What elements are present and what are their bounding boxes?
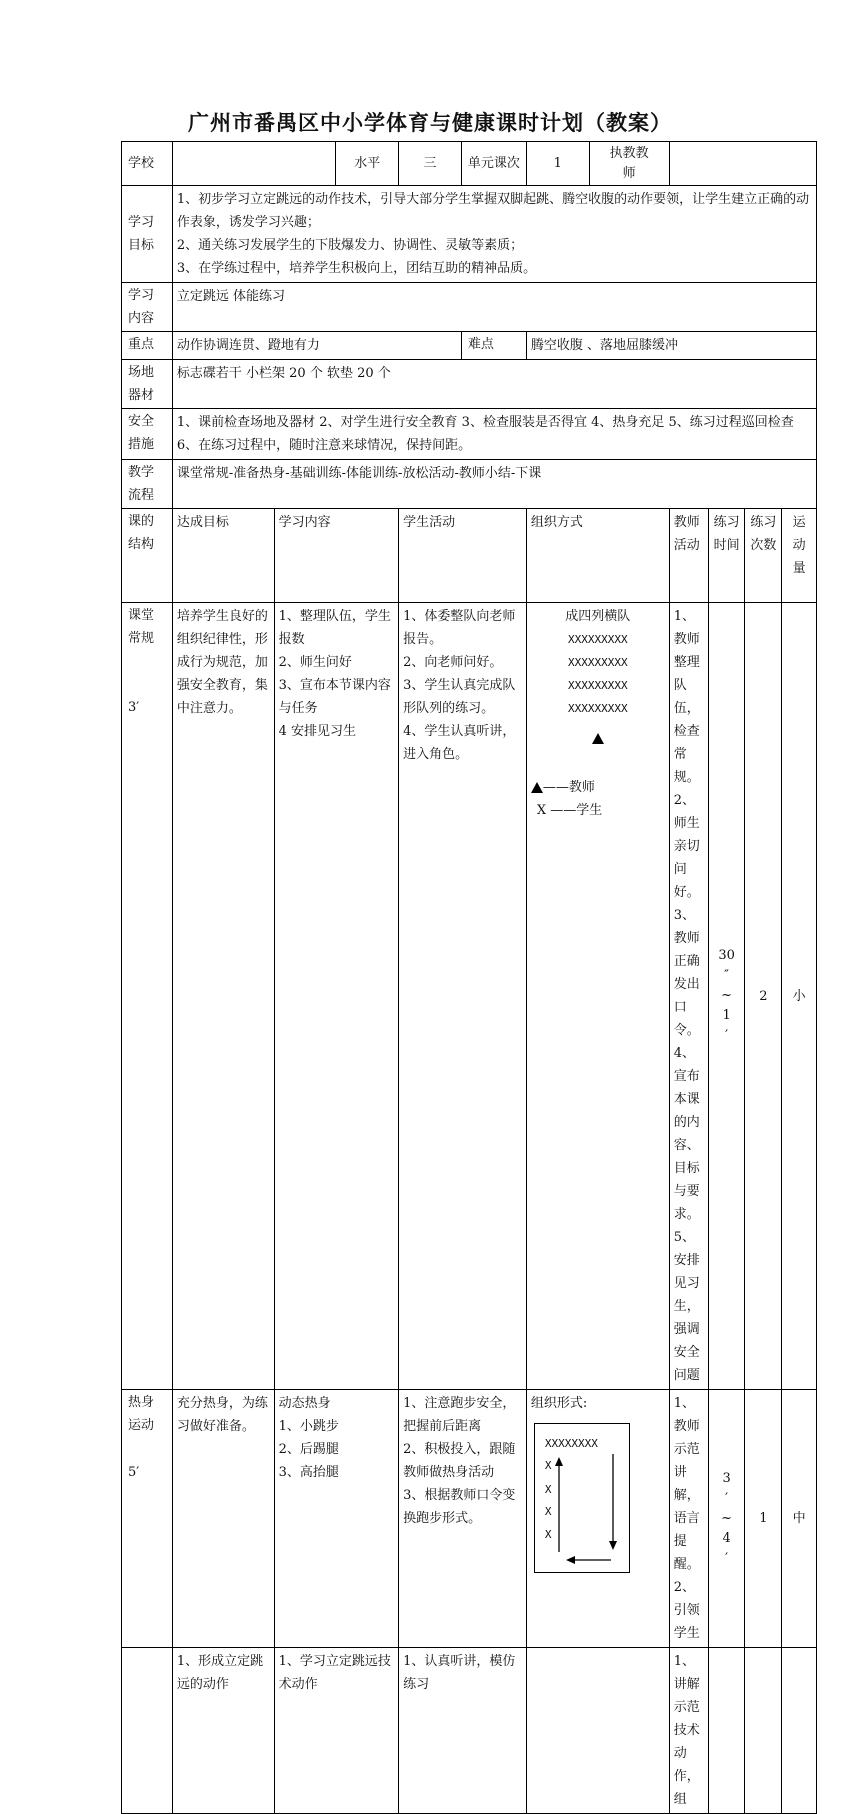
col-count: 练习次数 [745, 509, 782, 603]
route-student: X [544, 1483, 552, 1496]
row-organization [526, 603, 669, 1390]
unit-value: 1 [526, 142, 589, 186]
col-content: 学习内容 [274, 509, 398, 603]
row-student: 1、认真听讲，模仿练习 [399, 1648, 527, 1814]
row-structure: 课堂常规 3′ [122, 603, 173, 1390]
flow-label: 教学流程 [122, 460, 173, 509]
column-header-row [122, 509, 817, 603]
col-organization: 组织方式 [526, 509, 669, 603]
equipment-value: 标志碟若干 小栏架 20 个 软垫 20 个 [172, 360, 816, 409]
row-duration: 3′ [128, 700, 140, 715]
row-structure: 热身运动 5′ [122, 1390, 173, 1648]
organization-heading: 组织形式: [530, 1396, 588, 1411]
school-label: 学校 [122, 142, 173, 186]
school-value [172, 142, 335, 186]
route-top-rank: XXXXXXXX [544, 1437, 598, 1450]
row-structure [122, 1648, 173, 1814]
row-content: 1、整理队伍，学生报数 2、师生问好 3、宣布本节课内容与任务 4 安排见习生 [274, 603, 398, 1390]
legend-student: X ——学生 [536, 803, 603, 818]
row-teacher: 1、教师整理队伍，检查常规。 2、师生亲切问好。 3、教师正确发出口令。 4、宣布本课的内容、目标与要求。 5、安排见习生，强调安全问题 [669, 603, 708, 1390]
row-load: 中 [782, 1390, 817, 1648]
content-label: 学习内容 [122, 283, 173, 332]
table-row [122, 1648, 817, 1814]
row-content: 动态热身 1、小跳步 2、后踢腿 3、高抬腿 [274, 1390, 398, 1648]
objectives-row [122, 186, 817, 283]
objective-line: 3、在学练过程中，培养学生积极向上，团结互助的精神品质。 [176, 261, 537, 276]
formation-heading: 成四列横队 [565, 609, 631, 624]
row-student: 1、体委整队向老师报告。 2、向老师问好。 3、学生认真完成队形队列的练习。 4、学生认真听讲，进入角色。 [399, 603, 527, 1390]
content-value: 立定跳远 体能练习 [172, 283, 816, 332]
row-organization [526, 1390, 669, 1648]
key-points-row [122, 332, 817, 360]
safety-value: 1、课前检查场地及器材 2、对学生进行安全教育 3、检查服装是否得宜 4、热身充足 5、练习过程巡回检查 6、在练习过程中，随时注意来球情况，保持间距。 [172, 409, 816, 460]
difficulty-value: 腾空收腹 、落地屈膝缓冲 [526, 332, 816, 360]
route-student: X [544, 1505, 552, 1518]
formation-rank: XXXXXXXXX [567, 702, 628, 715]
col-load: 运动量 [782, 509, 817, 603]
flow-row [122, 460, 817, 509]
unit-label: 单元课次 [461, 142, 526, 186]
route-student: X [544, 1528, 552, 1541]
running-route-diagram [534, 1423, 630, 1573]
row-count: 1 [745, 1390, 782, 1648]
header-row [122, 142, 817, 186]
key-points-label: 重点 [122, 332, 173, 360]
route-arrows-icon [535, 1424, 629, 1572]
safety-label: 安全措施 [122, 409, 173, 460]
route-student: X [544, 1459, 552, 1472]
legend-teacher: ——教师 [542, 780, 595, 795]
row-teacher: 1、教师示范讲解，语言提醒。 2、引领学生 [669, 1390, 708, 1648]
lesson-plan-table [121, 141, 817, 1814]
table-row [122, 1390, 817, 1648]
objective-line: 2、通关练习发展学生的下肢爆发力、协调性、灵敏等素质； [176, 238, 524, 253]
teacher-triangle-icon [531, 782, 543, 793]
key-points-value: 动作协调连贯、蹬地有力 [172, 332, 461, 360]
table-row [122, 603, 817, 1390]
safety-row [122, 409, 817, 460]
formation-rank: XXXXXXXXX [567, 633, 628, 646]
equipment-label: 场地器材 [122, 360, 173, 409]
teacher-triangle-icon [592, 733, 604, 744]
row-goal: 培养学生良好的组织纪律性，形成行为规范，加强安全教育，集中注意力。 [172, 603, 274, 1390]
row-time: 30 ″ ~ 1 ′ [708, 603, 745, 1390]
row-teacher: 1、 讲解示范技术动作，组 [669, 1648, 708, 1814]
row-content: 1、学习立定跳远技术动作 [274, 1648, 398, 1814]
col-student: 学生活动 [399, 509, 527, 603]
row-duration: 5′ [128, 1465, 140, 1480]
row-organization [526, 1648, 669, 1814]
teacher-label: 执教教师 [589, 142, 669, 186]
col-time: 练习时间 [708, 509, 745, 603]
row-goal: 1、形成立定跳远的动作 [172, 1648, 274, 1814]
objectives-value [172, 186, 816, 283]
equipment-row [122, 360, 817, 409]
col-structure: 课的结构 [122, 509, 173, 603]
row-load: 小 [782, 603, 817, 1390]
row-goal: 充分热身，为练习做好准备。 [172, 1390, 274, 1648]
teacher-value [669, 142, 816, 186]
level-label: 水平 [336, 142, 399, 186]
content-row [122, 283, 817, 332]
level-value: 三 [399, 142, 462, 186]
objectives-label: 学习目标 [122, 186, 173, 283]
col-goal: 达成目标 [172, 509, 274, 603]
flow-value: 课堂常规-准备热身-基础训练-体能训练-放松活动-教师小结-下课 [172, 460, 816, 509]
row-time [708, 1648, 745, 1814]
difficulty-label: 难点 [461, 332, 526, 360]
row-count: 2 [745, 603, 782, 1390]
row-time: 3 ′ ~ 4 ′ [708, 1390, 745, 1648]
formation-rank: XXXXXXXXX [567, 656, 628, 669]
formation-rank: XXXXXXXXX [567, 679, 628, 692]
row-count [745, 1648, 782, 1814]
objective-line: 1、初步学习立定跳远的动作技术，引导大部分学生掌握双脚起跳、腾空收腹的动作要领，让学生建立正确的动作表象，诱发学习兴趣； [176, 192, 810, 230]
row-load [782, 1648, 817, 1814]
page-title: 广州市番禺区中小学体育与健康课时计划（教案） [188, 111, 672, 135]
row-student: 1、注意跑步安全，把握前后距离 2、积极投入，跟随教师做热身活动 3、根据教师口令变换跑步形式。 [399, 1390, 527, 1648]
col-teacher: 教师活动 [669, 509, 708, 603]
